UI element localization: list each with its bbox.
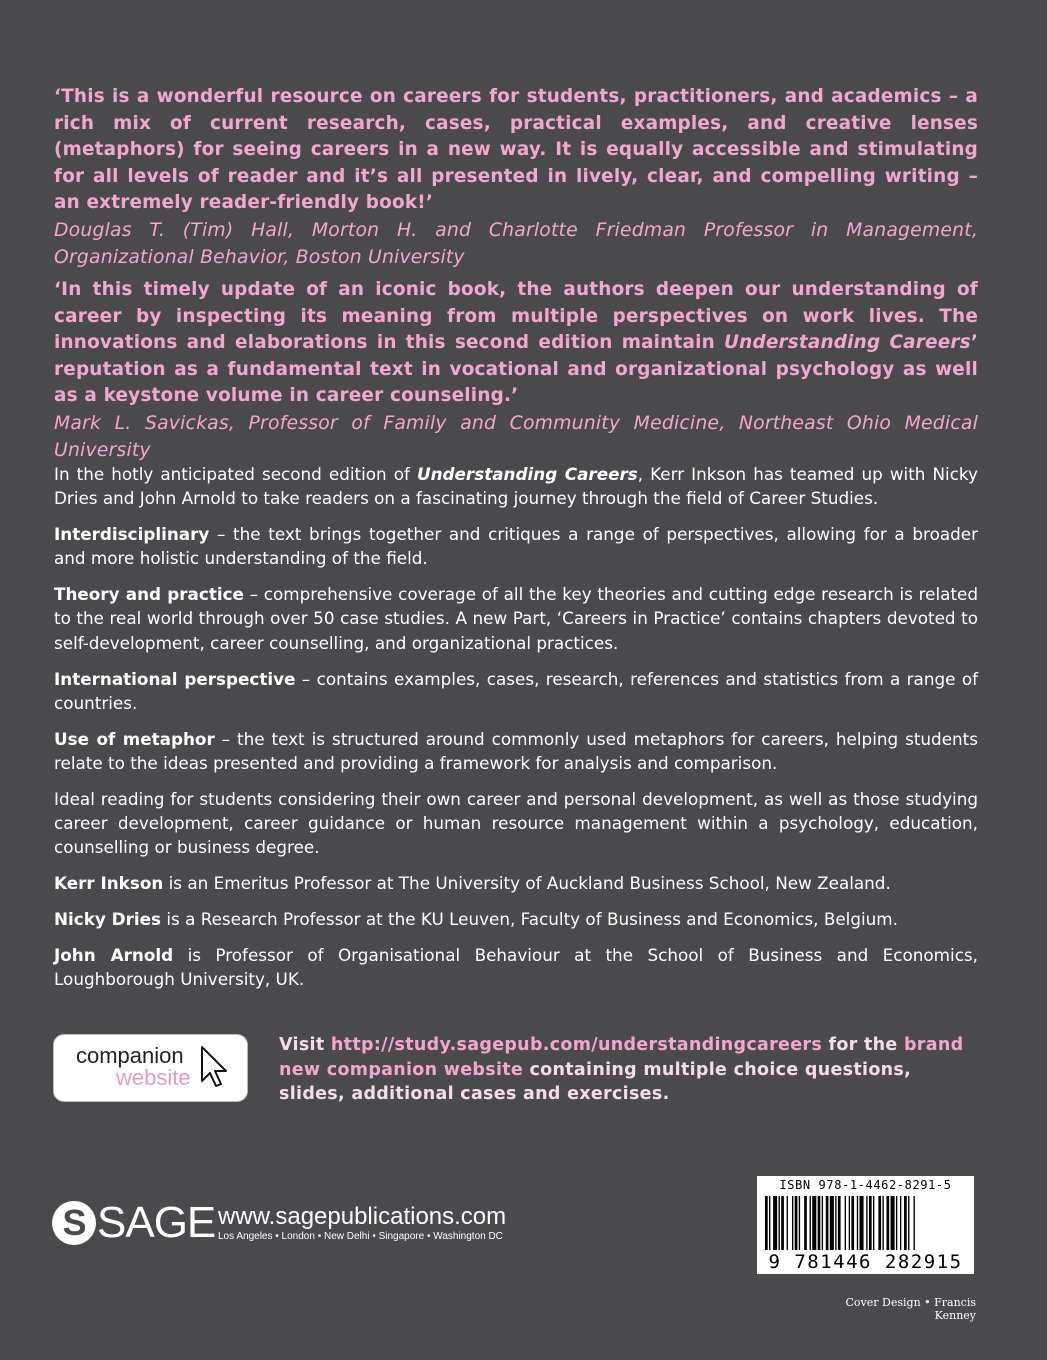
isbn-barcode [757,1176,974,1274]
barcode-bar [792,1196,793,1250]
author-name: Nicky Dries [54,908,162,929]
barcode-bar [882,1196,883,1250]
quote-text: ‘This is a wonderful resource on careers for students, practitioners, and academics – a rich mix of current research, cases, practical examples, and creative lenses (metaphors) for seeing careers in a new way. It is equally accessible and stimulating for all levels of reader and it’s all presented in lively, clear, and compelling writing – an extremely reader-friendly book!’ [54,86,978,213]
barcode-bar [835,1196,836,1250]
quote-attribution: Douglas T. (Tim) Hall, Morton H. and Charlotte Friedman Professor in Management, Organizational Behavior, Boston University [54,219,978,268]
barcode-bar [787,1196,788,1250]
barcode-bar [857,1196,858,1250]
author-bio: Kerr Inkson is an Emeritus Professor at The University of Auckland Business School, New Zealand. [54,873,891,894]
barcode-bar [822,1196,823,1250]
blurb-body [54,462,978,1003]
barcode-bar [904,1196,907,1250]
barcode-bar [851,1196,854,1250]
companion-url-link[interactable]: http://study.sagepub.com/understandingcareers [330,1035,823,1055]
feature-label: Theory and practice [54,584,244,605]
author-name: Kerr Inkson [54,873,164,894]
barcode-bar [769,1196,770,1250]
feature-paragraph: Theory and practice – comprehensive coverage of all the key theories and cutting edge research is related to the real world through over 50 case studies. A new Part, ‘Careers in Practice’ contains chapters devoted to self-development, career counselling, and organizational practices. [54,584,978,653]
barcode-bar [873,1196,874,1250]
barcode-bars [763,1196,968,1250]
barcode-bar [838,1196,841,1250]
barcode-bar [795,1196,798,1250]
barcode-bar [765,1196,768,1250]
publisher-cities: Los Angeles • London • New Delhi • Singapore • Washington DC [218,1231,503,1242]
author-name: John Arnold [54,944,174,965]
barcode-bar [830,1196,834,1250]
isbn-label: ISBN 978-1-4462-8291-5 [779,1178,952,1192]
sage-logo [52,1198,216,1247]
book-title-italic: Understanding Careers [724,332,971,353]
cover-design-credit: Cover Design • Francis Kenney [845,1296,976,1322]
barcode-bar [826,1196,829,1250]
barcode-bar [799,1196,800,1250]
barcode-bar [908,1196,909,1250]
feature-label: International perspective [54,668,296,689]
quote-text: ‘In this timely update of an iconic book, the authors deepen our understanding of career by inspecting its meaning from multiple perspectives on work lives. The innovations and elaborations in this second edition maintain Understanding Careers’ reputation as a fundamental text in vocational and organizational psychology as well as a keystone volume in career counseling.’ [54,279,978,406]
feature-paragraph: Use of metaphor – the text is structured around commonly used metaphors for careers, helping students relate to the ideas presented and providing a framework for analysis and comparison. [54,728,978,773]
barcode-bar [781,1196,784,1250]
book-title: Understanding Careers [416,464,638,484]
ideal-reading-paragraph: Ideal reading for students considering their own career and personal development, as well as those studying career development, career guidance or human resource management within a psychology, education, counselling or business degree. [54,788,978,858]
endorsement-quote-1 [54,84,978,271]
barcode-bar [900,1196,901,1250]
barcode-bar [773,1196,777,1250]
author-bio: Nicky Dries is a Research Professor at the KU Leuven, Faculty of Business and Economics, Belgium. [54,908,898,929]
companion-website-note: Visit http://study.sagepub.com/understandingcareers for the brand new companion website containing multiple choice questions, slides, additional cases and exercises. [279,1035,964,1104]
cursor-arrow-icon [199,1045,229,1089]
author-bio: John Arnold is Professor of Organisational Behaviour at the School of Business and Economics, Loughborough University, UK. [54,944,978,990]
sage-logo-mark: S [52,1201,96,1245]
publisher-website: www.sagepublications.com [218,1203,507,1230]
barcode-bar [779,1196,780,1250]
barcode-bar [804,1196,807,1250]
barcode-bar [896,1196,897,1250]
barcode-bar [914,1196,915,1250]
intro-paragraph: In the hotly anticipated second edition of Understanding Careers, Kerr Inkson has teamed up with Nicky Dries and John Arnold to take readers on a fascinating journey through the field of Career Studies. [54,464,978,509]
barcode-digits: 9 781446 282915 [768,1251,963,1273]
feature-paragraph: Interdisciplinary – the text brings together and critiques a range of perspectives, allowing for a broader and more holistic understanding of the field. [54,524,978,569]
barcode-bar [818,1196,821,1250]
companion-website-badge [54,1035,247,1101]
barcode-bar [866,1196,867,1250]
barcode-bar [860,1196,864,1250]
companion-badge-line1: companion [76,1043,184,1068]
endorsement-quote-2 [54,277,978,464]
barcode-bar [810,1196,811,1250]
feature-label: Interdisciplinary [54,524,210,545]
barcode-bar [812,1196,816,1250]
barcode-bar [845,1196,846,1250]
sage-logo-text: SAGE [97,1198,216,1247]
barcode-bar [849,1196,850,1250]
barcode-bar [869,1196,872,1250]
quote-attribution: Mark L. Savickas, Professor of Family and Community Medicine, Northeast Ohio Medical University [54,412,978,461]
barcode-bar [891,1196,895,1250]
feature-paragraph: International perspective – contains examples, cases, research, references and statistics from a range of countries. [54,668,978,713]
companion-badge-line2: website [116,1065,191,1090]
barcode-bar [887,1196,890,1250]
feature-label: Use of metaphor [54,728,215,749]
barcode-bar [878,1196,881,1250]
